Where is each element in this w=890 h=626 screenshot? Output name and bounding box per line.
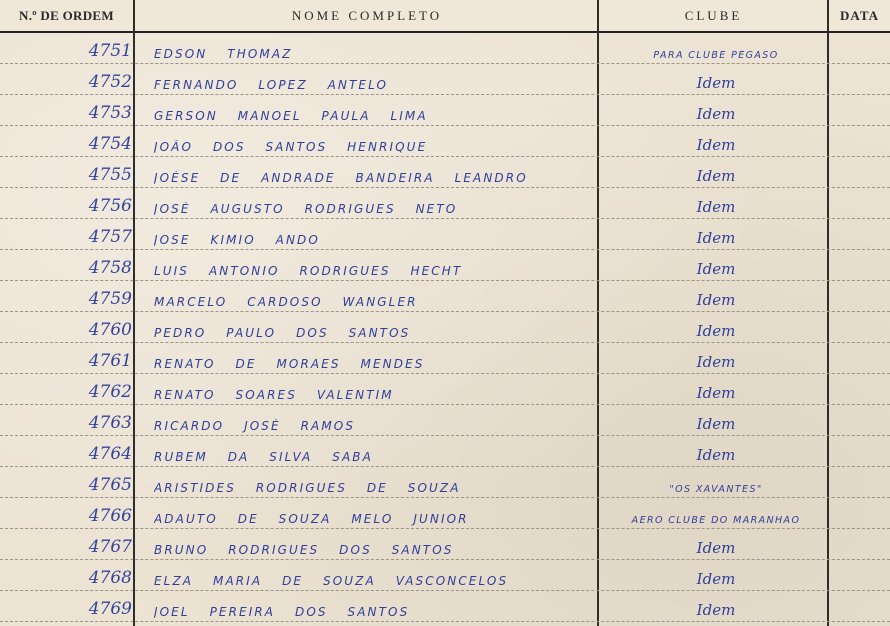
ledger-row bbox=[0, 591, 890, 622]
nome-completo: JOÉSE DE ANDRADE BANDEIRA LEANDRO bbox=[154, 171, 528, 185]
ledger-rows bbox=[0, 33, 890, 626]
ordem-number: 4759 bbox=[88, 289, 132, 309]
ordem-number: 4751 bbox=[88, 41, 132, 61]
clube-name: Idem bbox=[696, 446, 736, 464]
clube-name: Idem bbox=[696, 601, 736, 619]
nome-completo: JOSÉ AUGUSTO RODRIGUES NETO bbox=[154, 202, 458, 216]
nome-completo: FERNANDO LOPEZ ANTELO bbox=[154, 78, 389, 92]
ordem-number: 4768 bbox=[88, 568, 132, 588]
nome-completo: MARCELO CARDOSO WANGLER bbox=[154, 295, 418, 309]
ledger-row bbox=[0, 219, 890, 250]
ordem-number: 4763 bbox=[88, 413, 132, 433]
ledger-row bbox=[0, 374, 890, 405]
nome-completo: RUBEM DA SILVA SABA bbox=[154, 450, 373, 464]
ledger-row bbox=[0, 312, 890, 343]
clube-name: Idem bbox=[696, 539, 736, 557]
header-clube: CLUBE bbox=[684, 8, 743, 23]
ledger-row bbox=[0, 560, 890, 591]
clube-name: AERO CLUBE DO MARANHÃO bbox=[631, 515, 801, 526]
ledger-row bbox=[0, 250, 890, 281]
clube-name: Idem bbox=[696, 136, 736, 154]
ledger-row bbox=[0, 405, 890, 436]
nome-completo: GERSON MANOEL PAULA LIMA bbox=[154, 109, 428, 123]
ledger-row bbox=[0, 529, 890, 560]
clube-name: "OS XAVANTES" bbox=[669, 484, 763, 495]
clube-name: Idem bbox=[696, 291, 736, 309]
clube-name: Idem bbox=[696, 415, 736, 433]
nome-completo: JOÃO DOS SANTOS HENRIQUE bbox=[154, 140, 428, 154]
ledger-row bbox=[0, 157, 890, 188]
clube-name: Idem bbox=[696, 322, 736, 340]
nome-completo: ARISTIDES RODRIGUES DE SOUZA bbox=[154, 481, 461, 495]
nome-completo: EDSON THOMAZ bbox=[154, 47, 293, 61]
ledger-row bbox=[0, 126, 890, 157]
nome-completo: JOSE KIMIO ANDO bbox=[154, 233, 320, 247]
ledger-row bbox=[0, 64, 890, 95]
clube-name: Idem bbox=[696, 198, 736, 216]
ordem-number: 4753 bbox=[88, 103, 132, 123]
ordem-number: 4756 bbox=[88, 196, 132, 216]
clube-name: PARA CLUBE PÉGASO bbox=[653, 50, 779, 61]
nome-completo: RENATO DE MORAES MENDES bbox=[154, 357, 425, 371]
ledger-row bbox=[0, 33, 890, 64]
ordem-number: 4758 bbox=[88, 258, 132, 278]
ordem-number: 4754 bbox=[88, 134, 132, 154]
nome-completo: RENATO SOARES VALENTIM bbox=[154, 388, 394, 402]
clube-name: Idem bbox=[696, 74, 736, 92]
nome-completo: PEDRO PAULO DOS SANTOS bbox=[154, 326, 411, 340]
ledger-row bbox=[0, 188, 890, 219]
ledger-row bbox=[0, 281, 890, 312]
clube-name: Idem bbox=[696, 384, 736, 402]
ordem-number: 4769 bbox=[88, 599, 132, 619]
ordem-number: 4755 bbox=[88, 165, 132, 185]
ordem-number: 4766 bbox=[88, 506, 132, 526]
clube-name: Idem bbox=[696, 353, 736, 371]
nome-completo: BRUNO RODRIGUES DOS SANTOS bbox=[154, 543, 454, 557]
ordem-number: 4765 bbox=[88, 475, 132, 495]
clube-name: Idem bbox=[696, 105, 736, 123]
clube-name: Idem bbox=[696, 229, 736, 247]
nome-completo: ADAUTO DE SOUZA MELO JUNIOR bbox=[154, 512, 469, 526]
clube-name: Idem bbox=[696, 260, 736, 278]
ledger-row bbox=[0, 95, 890, 126]
clube-name: Idem bbox=[696, 167, 736, 185]
header-data: DATA bbox=[840, 8, 879, 23]
ordem-number: 4757 bbox=[88, 227, 132, 247]
nome-completo: RICARDO JOSÉ RAMOS bbox=[154, 419, 356, 433]
header-ordem: N.º DE ORDEM bbox=[19, 8, 114, 23]
nome-completo: ELZA MARIA DE SOUZA VASCONCELOS bbox=[154, 574, 509, 588]
ledger-row bbox=[0, 498, 890, 529]
ledger-row bbox=[0, 343, 890, 374]
ordem-number: 4760 bbox=[88, 320, 132, 340]
nome-completo: JOEL PEREIRA DOS SANTOS bbox=[154, 605, 410, 619]
ordem-number: 4767 bbox=[88, 537, 132, 557]
ordem-number: 4752 bbox=[88, 72, 132, 92]
clube-name: Idem bbox=[696, 570, 736, 588]
ordem-number: 4764 bbox=[88, 444, 132, 464]
ledger-row bbox=[0, 436, 890, 467]
header-nome: NOME COMPLETO bbox=[291, 8, 443, 23]
ordem-number: 4761 bbox=[88, 351, 132, 371]
nome-completo: LUIS ANTONIO RODRIGUES HECHT bbox=[154, 264, 463, 278]
ledger-row bbox=[0, 467, 890, 498]
ordem-number: 4762 bbox=[88, 382, 132, 402]
